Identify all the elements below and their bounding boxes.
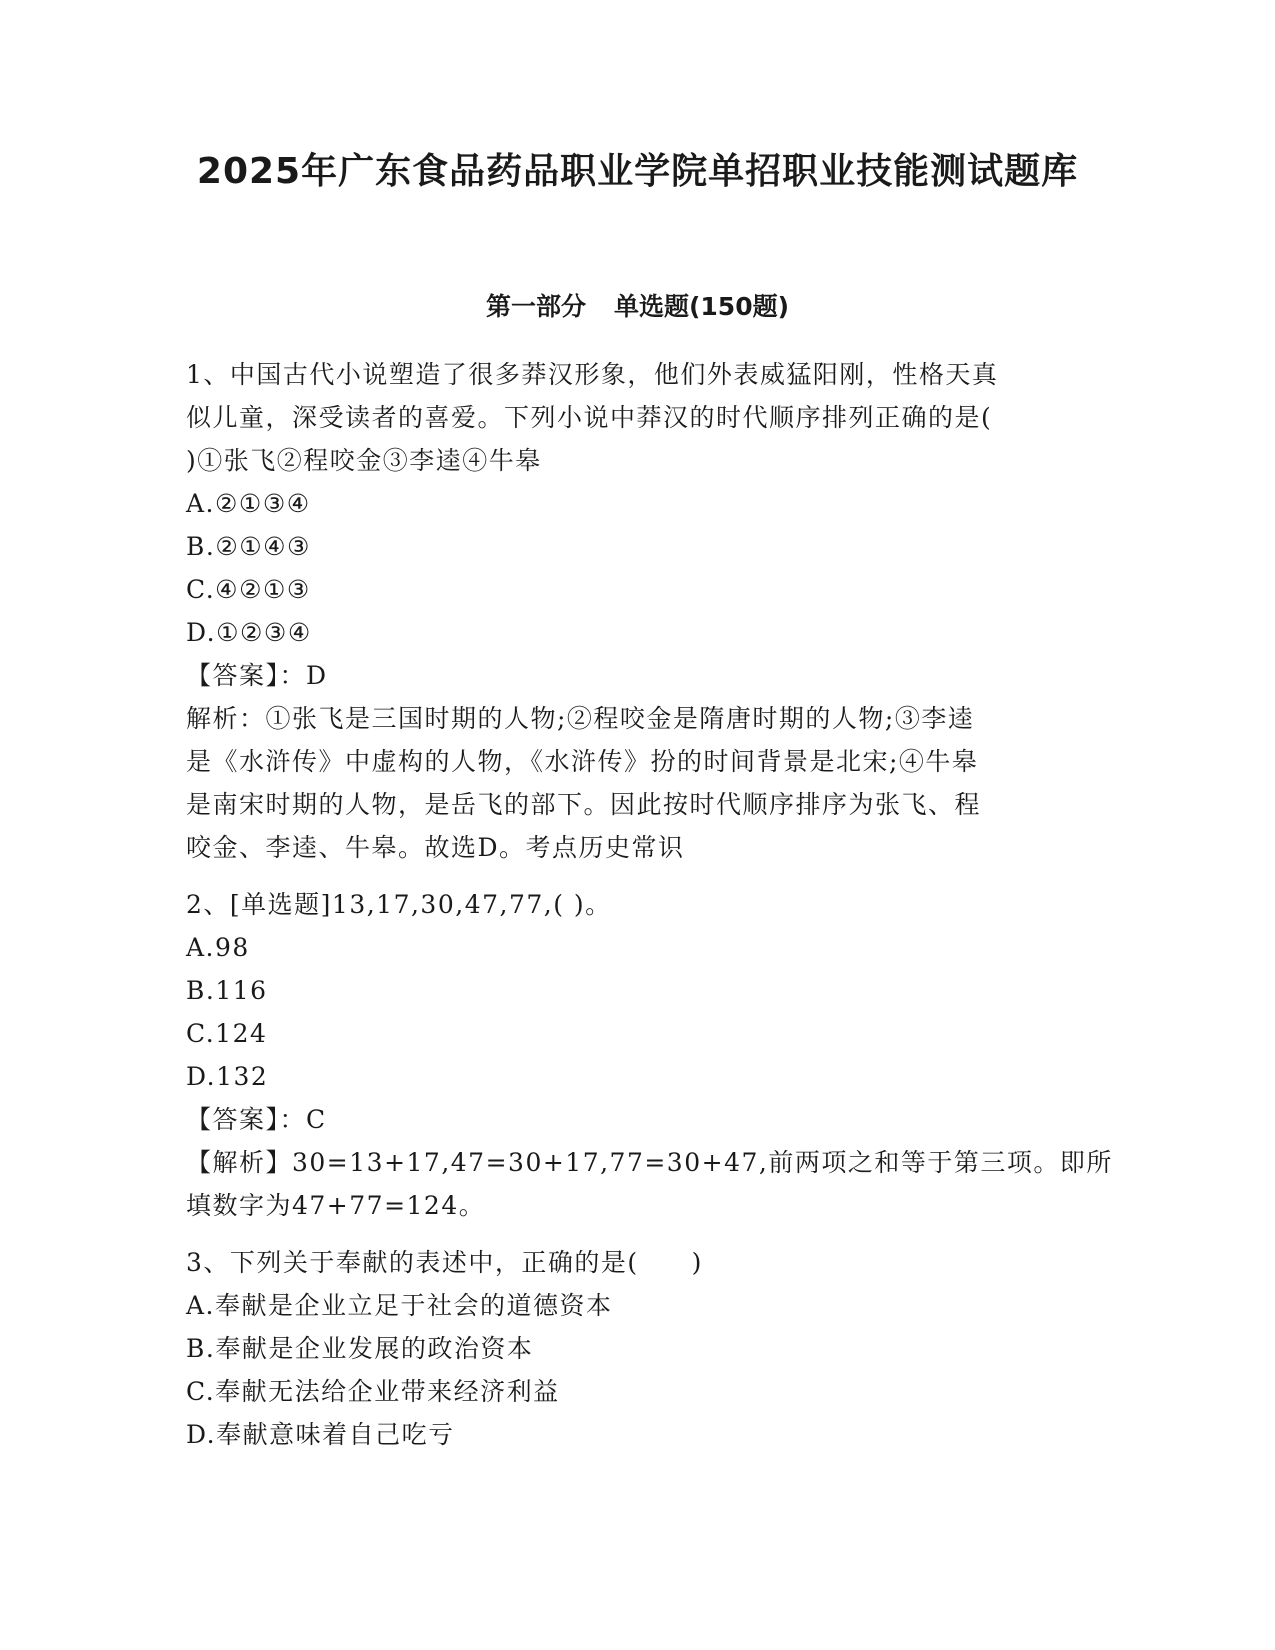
- option-b: B.116: [186, 976, 268, 1005]
- question-2: [186, 883, 1113, 1227]
- option-a: A.②①③④: [186, 489, 311, 518]
- question-stem-line: 2、[单选题]13,17,30,47,77,( )。: [186, 890, 612, 919]
- analysis-line: 填数字为47+77=124。: [186, 1191, 486, 1220]
- analysis-line: 咬金、李逵、牛皋。故选D。考点历史常识: [186, 833, 685, 862]
- analysis-line: 【解析】30=13+17,47=30+17,77=30+47,前两项之和等于第三项。即所: [186, 1148, 1113, 1177]
- question-stem-line: )①张飞②程咬金③李逵④牛皋: [186, 446, 542, 475]
- option-b: B.②①④③: [186, 532, 311, 561]
- answer-line: 【答案】：D: [186, 661, 328, 690]
- section-heading: [0, 290, 1275, 324]
- option-b: B.奉献是企业发展的政治资本: [186, 1334, 534, 1363]
- option-d: D.132: [186, 1062, 269, 1091]
- document-title: 2025年广东食品药品职业学院单招职业技能测试题库: [196, 151, 1079, 192]
- question-3: [186, 1241, 1086, 1456]
- question-stem-line: 3、下列关于奉献的表述中，正确的是( ): [186, 1248, 703, 1277]
- option-d: D.奉献意味着自己吃亏: [186, 1420, 455, 1449]
- question-list: [186, 353, 1113, 1470]
- question-stem-line: 1、中国古代小说塑造了很多莽汉形象，他们外表威猛阳刚，性格天真: [186, 360, 999, 389]
- option-c: C.124: [186, 1019, 268, 1048]
- analysis-line: 是《水浒传》中虚构的人物，《水浒传》扮的时间背景是北宋;④牛皋: [186, 747, 979, 776]
- question-stem-line: 似儿童，深受读者的喜爱。下列小说中莽汉的时代顺序排列正确的是(: [186, 403, 993, 432]
- option-a: A.奉献是企业立足于社会的道德资本: [186, 1291, 613, 1320]
- option-d: D.①②③④: [186, 618, 312, 647]
- option-a: A.98: [186, 933, 250, 962]
- question-1: [186, 353, 1086, 869]
- section-name-label: 单选题(150题): [613, 292, 790, 321]
- analysis-line: 是南宋时期的人物，是岳飞的部下。因此按时代顺序排序为张飞、程: [186, 790, 982, 819]
- section-part-label: 第一部分: [485, 292, 586, 321]
- option-c: C.奉献无法给企业带来经济利益: [186, 1377, 560, 1406]
- answer-line: 【答案】：C: [186, 1105, 327, 1134]
- option-c: C.④②①③: [186, 575, 311, 604]
- analysis-line: 解析：①张飞是三国时期的人物;②程咬金是隋唐时期的人物;③李逵: [186, 704, 975, 733]
